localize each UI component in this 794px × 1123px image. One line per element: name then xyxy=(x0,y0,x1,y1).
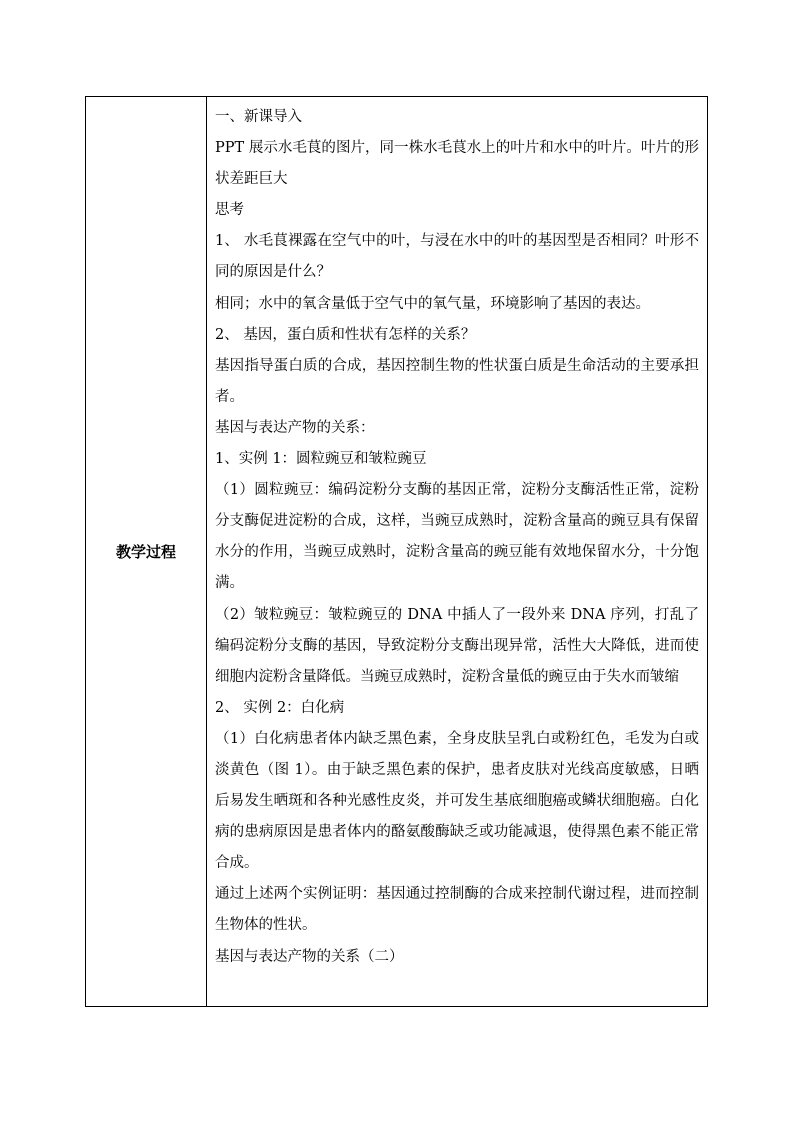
row-label: 教学过程 xyxy=(115,543,176,561)
paragraph: 1、 水毛茛裸露在空气中的叶，与浸在水中的叶的基因型是否相同？叶形不同的原因是什么？ xyxy=(215,233,699,281)
paragraph: 相同；水中的氧含量低于空气中的氧气量，环境影响了基因的表达。 xyxy=(215,295,650,312)
paragraph: 思考 xyxy=(215,202,244,219)
lesson-table xyxy=(85,96,708,1007)
paragraph: 2、 基因，蛋白质和性状有怎样的关系？ xyxy=(215,326,476,343)
paragraph: （2）皱粒豌豆：皱粒豌豆的 DNA 中插人了一段外来 DNA 序列，打乱了编码淀粉分支酶的基因，导致淀粉分支酶出现异常，活性大大降低，进而使细胞内淀粉含量降低。当豌豆成熟时，淀粉含量低的豌豆由于失水而皱缩 xyxy=(215,606,699,685)
paragraph: 1、实例 1：圆粒豌豆和皱粒豌豆 xyxy=(215,451,427,468)
paragraph: 基因与表达产物的关系： xyxy=(215,419,375,436)
paragraph: （1）白化病患者体内缺乏黑色素，全身皮肤呈乳白或粉红色，毛发为白或淡黄色（图 1）。由于缺乏黑色素的保护，患者皮肤对光线高度敏感，日晒后易发生晒斑和各种光感性皮炎，并可发生基底细胞癌或鳞状细胞癌。白化病的患病原因是患者体内的酪氨酸酶缺乏或功能减退，使得黑色素不能正常合成。 xyxy=(215,730,699,872)
paragraph: 基因指导蛋白质的合成，基因控制生物的性状蛋白质是生命活动的主要承担者。 xyxy=(215,357,699,405)
paragraph: 通过上述两个实例证明：基因通过控制酶的合成来控制代谢过程，进而控制生物体的性状。 xyxy=(215,886,699,934)
paragraph: 2、 实例 2：白化病 xyxy=(215,699,345,716)
paragraph: PPT 展示水毛茛的图片，同一株水毛茛水上的叶片和水中的叶片。叶片的形状差距巨大 xyxy=(215,140,699,188)
paragraph: （1）圆粒豌豆：编码淀粉分支酶的基因正常，淀粉分支酶活性正常，淀粉分支酶促进淀粉的合成，这样，当豌豆成熟时，淀粉含量高的豌豆具有保留水分的作用，当豌豆成熟时，淀粉含量高的豌豆能有效地保留水分，十分饱满。 xyxy=(215,482,699,592)
section-heading: 一、新课导入 xyxy=(215,109,302,125)
content-cell xyxy=(207,97,707,1006)
row-label-cell xyxy=(86,97,207,1006)
paragraph: 基因与表达产物的关系（二） xyxy=(215,948,404,965)
